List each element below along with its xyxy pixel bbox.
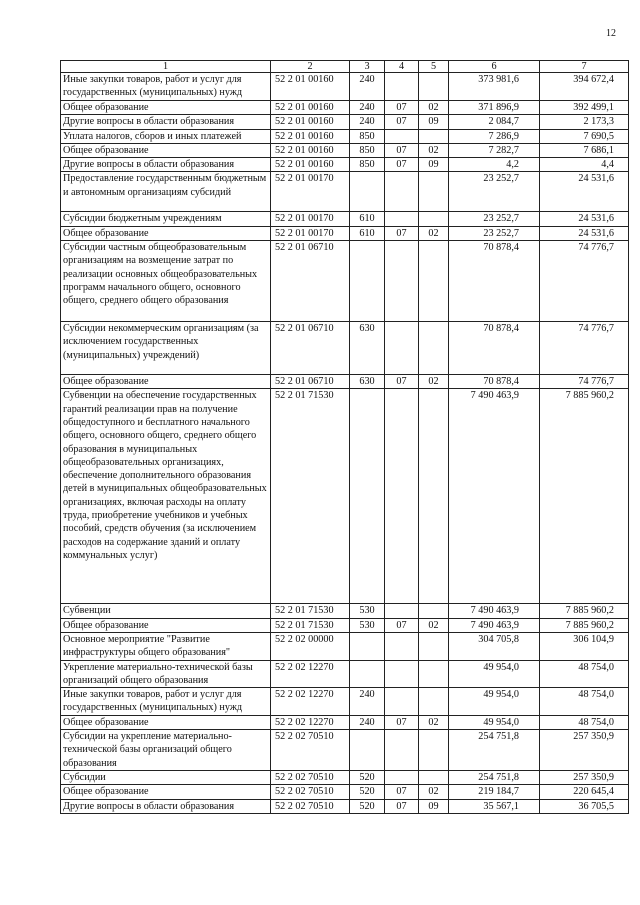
header-row — [61, 61, 629, 73]
budget-code: 52 2 01 00160 — [271, 158, 350, 172]
budget-code: 52 2 01 00170 — [271, 172, 350, 212]
amount-col-6: 23 252,7 — [449, 226, 540, 240]
subsection — [419, 632, 449, 660]
expense-type: 610 — [350, 226, 385, 240]
budget-table — [60, 60, 629, 814]
amount-col-7: 392 499,1 — [540, 101, 629, 115]
column-header: 3 — [350, 61, 385, 73]
column-header: 6 — [449, 61, 540, 73]
amount-col-6: 23 252,7 — [449, 212, 540, 226]
column-header: 7 — [540, 61, 629, 73]
table-row — [61, 129, 629, 143]
expense-type: 530 — [350, 618, 385, 632]
amount-col-7: 48 754,0 — [540, 715, 629, 729]
row-name: Субсидии некоммерческим организациям (за исключением государственных (муниципальных) учреждений) — [61, 322, 271, 375]
amount-col-7: 220 645,4 — [540, 785, 629, 799]
table-row — [61, 730, 629, 771]
amount-col-6: 7 286,9 — [449, 129, 540, 143]
subsection — [419, 389, 449, 604]
expense-type: 850 — [350, 158, 385, 172]
budget-code: 52 2 02 12270 — [271, 660, 350, 688]
subsection — [419, 770, 449, 784]
section: 07 — [385, 375, 419, 389]
section: 07 — [385, 715, 419, 729]
section — [385, 73, 419, 101]
amount-col-6: 254 751,8 — [449, 770, 540, 784]
budget-code: 52 2 02 70510 — [271, 730, 350, 771]
row-name: Субсидии частным общеобразовательным организациям на возмещение затрат по реализации основных общеобразовательных программ начального общего, основного общего, среднего общего образования — [61, 241, 271, 322]
budget-code: 52 2 02 12270 — [271, 715, 350, 729]
expense-type — [350, 660, 385, 688]
amount-col-7: 24 531,6 — [540, 212, 629, 226]
section — [385, 688, 419, 716]
section — [385, 632, 419, 660]
subsection: 09 — [419, 158, 449, 172]
subsection — [419, 322, 449, 375]
row-name: Иные закупки товаров, работ и услуг для государственных (муниципальных) нужд — [61, 688, 271, 716]
budget-code: 52 2 02 12270 — [271, 688, 350, 716]
section: 07 — [385, 101, 419, 115]
subsection: 09 — [419, 799, 449, 813]
subsection: 02 — [419, 226, 449, 240]
table-row — [61, 660, 629, 688]
budget-code: 52 2 01 00160 — [271, 73, 350, 101]
expense-type — [350, 730, 385, 771]
subsection — [419, 172, 449, 212]
section: 07 — [385, 799, 419, 813]
section — [385, 212, 419, 226]
expense-type — [350, 389, 385, 604]
budget-code: 52 2 01 00160 — [271, 115, 350, 129]
budget-code: 52 2 01 06710 — [271, 322, 350, 375]
amount-col-6: 70 878,4 — [449, 241, 540, 322]
amount-col-7: 7 690,5 — [540, 129, 629, 143]
table-row — [61, 322, 629, 375]
row-name: Общее образование — [61, 226, 271, 240]
amount-col-6: 49 954,0 — [449, 660, 540, 688]
budget-code: 52 2 01 00170 — [271, 212, 350, 226]
subsection — [419, 129, 449, 143]
budget-code: 52 2 01 06710 — [271, 375, 350, 389]
budget-code: 52 2 01 00170 — [271, 226, 350, 240]
amount-col-6: 2 084,7 — [449, 115, 540, 129]
section — [385, 389, 419, 604]
table-row — [61, 375, 629, 389]
table-row — [61, 212, 629, 226]
expense-type: 530 — [350, 604, 385, 618]
table-row — [61, 389, 629, 604]
table-row — [61, 785, 629, 799]
amount-col-6: 371 896,9 — [449, 101, 540, 115]
expense-type — [350, 632, 385, 660]
expense-type: 240 — [350, 115, 385, 129]
expense-type: 630 — [350, 322, 385, 375]
table-row — [61, 101, 629, 115]
budget-code: 52 2 01 71530 — [271, 618, 350, 632]
section: 07 — [385, 143, 419, 157]
row-name: Другие вопросы в области образования — [61, 799, 271, 813]
section — [385, 604, 419, 618]
expense-type: 850 — [350, 129, 385, 143]
amount-col-7: 48 754,0 — [540, 688, 629, 716]
amount-col-6: 49 954,0 — [449, 715, 540, 729]
amount-col-7: 74 776,7 — [540, 375, 629, 389]
expense-type — [350, 241, 385, 322]
budget-code: 52 2 01 06710 — [271, 241, 350, 322]
amount-col-7: 394 672,4 — [540, 73, 629, 101]
subsection: 02 — [419, 785, 449, 799]
amount-col-7: 24 531,6 — [540, 172, 629, 212]
budget-code: 52 2 02 00000 — [271, 632, 350, 660]
row-name: Субвенции на обеспечение государственных гарантий реализации прав на получение общедоступного и бесплатного начального общего, основного общего, среднего общего образования в муниципальных общеобразовательных организациях, обеспечение дополнительного образования детей в муниципальных общеобразовательных организациях, включая расходы на оплату труда, приобретение учебников и учебных пособий, средств обучения (за исключением расходов на содержание зданий и оплату коммунальных услуг) — [61, 389, 271, 604]
amount-col-7: 7 885 960,2 — [540, 604, 629, 618]
section: 07 — [385, 115, 419, 129]
section — [385, 660, 419, 688]
column-header: 4 — [385, 61, 419, 73]
subsection: 02 — [419, 715, 449, 729]
row-name: Основное мероприятие "Развитие инфраструктуры общего образования" — [61, 632, 271, 660]
section: 07 — [385, 226, 419, 240]
table-row — [61, 688, 629, 716]
amount-col-7: 2 173,3 — [540, 115, 629, 129]
amount-col-6: 219 184,7 — [449, 785, 540, 799]
table-row — [61, 73, 629, 101]
table-row — [61, 172, 629, 212]
column-header: 5 — [419, 61, 449, 73]
subsection: 09 — [419, 115, 449, 129]
section — [385, 322, 419, 375]
row-name: Общее образование — [61, 375, 271, 389]
amount-col-7: 7 885 960,2 — [540, 618, 629, 632]
subsection — [419, 73, 449, 101]
amount-col-7: 74 776,7 — [540, 322, 629, 375]
amount-col-6: 254 751,8 — [449, 730, 540, 771]
row-name: Другие вопросы в области образования — [61, 115, 271, 129]
row-name: Общее образование — [61, 785, 271, 799]
row-name: Общее образование — [61, 143, 271, 157]
row-name: Иные закупки товаров, работ и услуг для государственных (муниципальных) нужд — [61, 73, 271, 101]
budget-code: 52 2 01 00160 — [271, 143, 350, 157]
expense-type: 610 — [350, 212, 385, 226]
expense-type: 520 — [350, 785, 385, 799]
expense-type: 240 — [350, 688, 385, 716]
amount-col-7: 74 776,7 — [540, 241, 629, 322]
section: 07 — [385, 158, 419, 172]
amount-col-7: 257 350,9 — [540, 770, 629, 784]
expense-type: 240 — [350, 73, 385, 101]
table-row — [61, 632, 629, 660]
section — [385, 730, 419, 771]
amount-col-6: 23 252,7 — [449, 172, 540, 212]
amount-col-7: 306 104,9 — [540, 632, 629, 660]
section — [385, 172, 419, 212]
subsection — [419, 688, 449, 716]
budget-code: 52 2 01 00160 — [271, 129, 350, 143]
subsection — [419, 730, 449, 771]
section: 07 — [385, 618, 419, 632]
amount-col-6: 7 490 463,9 — [449, 604, 540, 618]
subsection — [419, 212, 449, 226]
table-row — [61, 618, 629, 632]
section — [385, 241, 419, 322]
table-row — [61, 770, 629, 784]
section — [385, 770, 419, 784]
amount-col-6: 70 878,4 — [449, 375, 540, 389]
amount-col-6: 7 282,7 — [449, 143, 540, 157]
budget-code: 52 2 02 70510 — [271, 785, 350, 799]
section — [385, 129, 419, 143]
budget-code: 52 2 01 00160 — [271, 101, 350, 115]
table-row — [61, 115, 629, 129]
subsection — [419, 241, 449, 322]
expense-type — [350, 172, 385, 212]
amount-col-6: 7 490 463,9 — [449, 618, 540, 632]
row-name: Субсидии — [61, 770, 271, 784]
expense-type: 630 — [350, 375, 385, 389]
expense-type: 520 — [350, 799, 385, 813]
amount-col-6: 70 878,4 — [449, 322, 540, 375]
amount-col-6: 373 981,6 — [449, 73, 540, 101]
row-name: Предоставление государственным бюджетным и автономным организациям субсидий — [61, 172, 271, 212]
budget-code: 52 2 01 71530 — [271, 389, 350, 604]
table-row — [61, 158, 629, 172]
amount-col-7: 257 350,9 — [540, 730, 629, 771]
amount-col-6: 49 954,0 — [449, 688, 540, 716]
table-row — [61, 715, 629, 729]
budget-code: 52 2 02 70510 — [271, 799, 350, 813]
subsection: 02 — [419, 618, 449, 632]
page-number: 12 — [606, 28, 616, 39]
row-name: Субсидии бюджетным учреждениям — [61, 212, 271, 226]
column-header: 1 — [61, 61, 271, 73]
table-row — [61, 143, 629, 157]
expense-type: 240 — [350, 101, 385, 115]
column-header: 2 — [271, 61, 350, 73]
amount-col-7: 4,4 — [540, 158, 629, 172]
row-name: Общее образование — [61, 618, 271, 632]
table-row — [61, 226, 629, 240]
table-row — [61, 241, 629, 322]
table-row — [61, 604, 629, 618]
expense-type: 240 — [350, 715, 385, 729]
amount-col-7: 7 686,1 — [540, 143, 629, 157]
amount-col-6: 304 705,8 — [449, 632, 540, 660]
subsection — [419, 604, 449, 618]
subsection: 02 — [419, 143, 449, 157]
section: 07 — [385, 785, 419, 799]
expense-type: 520 — [350, 770, 385, 784]
table-row — [61, 799, 629, 813]
amount-col-6: 35 567,1 — [449, 799, 540, 813]
subsection: 02 — [419, 375, 449, 389]
subsection — [419, 660, 449, 688]
row-name: Другие вопросы в области образования — [61, 158, 271, 172]
amount-col-6: 4,2 — [449, 158, 540, 172]
amount-col-7: 7 885 960,2 — [540, 389, 629, 604]
row-name: Субвенции — [61, 604, 271, 618]
amount-col-7: 48 754,0 — [540, 660, 629, 688]
subsection: 02 — [419, 101, 449, 115]
budget-code: 52 2 02 70510 — [271, 770, 350, 784]
row-name: Субсидии на укрепление материально-технической базы организаций общего образования — [61, 730, 271, 771]
expense-type: 850 — [350, 143, 385, 157]
row-name: Уплата налогов, сборов и иных платежей — [61, 129, 271, 143]
budget-code: 52 2 01 71530 — [271, 604, 350, 618]
amount-col-7: 24 531,6 — [540, 226, 629, 240]
amount-col-6: 7 490 463,9 — [449, 389, 540, 604]
amount-col-7: 36 705,5 — [540, 799, 629, 813]
row-name: Общее образование — [61, 101, 271, 115]
row-name: Укрепление материально-технической базы организаций общего образования — [61, 660, 271, 688]
row-name: Общее образование — [61, 715, 271, 729]
